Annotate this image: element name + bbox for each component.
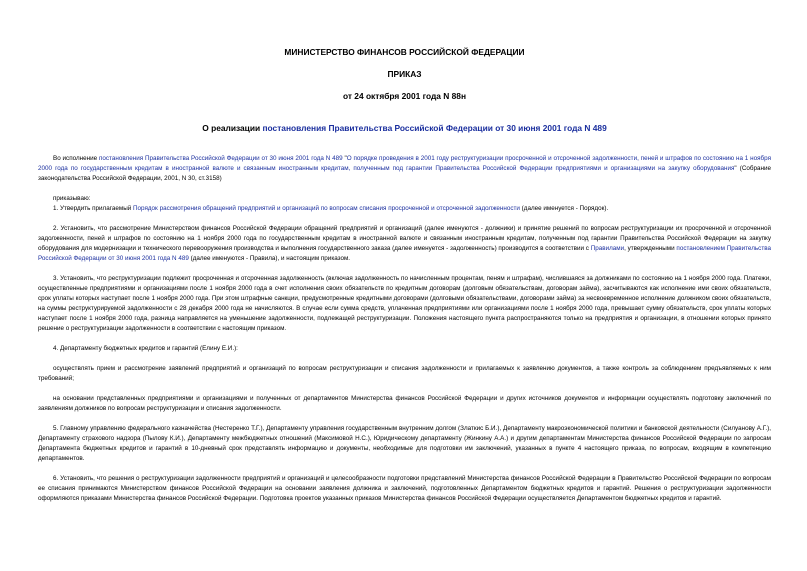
item-4-subitem-2: на основании представленных предприятиями и организациями и полученных от департаментов Министерства финансов Российской Федерации и других источников документов и информации осуществлять подготовку заключений по заявлениям должников по вопросам реструктуризации и списания задолженности. [38,395,771,412]
item-6: 6. Установить, что решения о реструктуризации задолженности предприятий и организаций и целесообразности подготовки представлений Министерства финансов Российской Федерации в Правительство Российской Федерации по вопросам ее списания принимаются Министерством финансов Российской Федерации на основании заявления должника и заключений, подготовленных Департаментом бюджетных кредитов и гарантий. Решения о реструктуризации задолженности оформляются приказами Министерства финансов Российской Федерации. Подготовка проектов указанных приказов Министерства финансов Российской Федерации осуществляется Департаментом бюджетных кредитов и гарантий. [38,475,771,502]
document-subject [38,101,771,133]
ministry-title: МИНИСТЕРСТВО ФИНАНСОВ РОССИЙСКОЙ ФЕДЕРАЦИИ [284,47,525,57]
item-4-subitem-1: осуществлять прием и рассмотрение заявлений предприятий и организаций по вопросам реструктуризации и списания задолженности и прилагаемых к заявлению документов, а также контроль за соблюдением предъявляемых к ним требований; [38,365,771,382]
item-2-text-3: (далее именуются - Правила), и настоящим приказом. [188,255,351,262]
item-1-text-1: 1. Утвердить прилагаемый [53,205,134,212]
item-5: 5. Главному управлению федерального казначейства (Нестеренко Т.Г.), Департаменту управления государственным внутренним долгом (Златкис Б.И.), Департаменту макроэкономической политики и банковской деятельности (Силуанову А.Г.), Департаменту страхового надзора (Пылову К.И.), Департаменту межбюджетных отношений (Максимовой Н.С.), Юридическому департаменту (Жинкину А.А.) и другим департаментам Министерства финансов Российской Федерации по запросам Департамента бюджетных кредитов и гарантий в 10-дневный срок представлять информацию и документы, необходимые для подготовки им заключений, указанных в пункте 4 настоящего приказа, по вопросам, входящим в компетенцию департаментов. [38,425,771,462]
intro-paragraph [38,154,771,184]
item-2-resolution-link[interactable]: постановлением Правительства Российской Федерации от 30 июня 2001 года N 489 [38,245,771,262]
intro-text-3: " (Собрание законодательства Российской Федерации, 2001, N 30, ст.3158) [38,165,771,182]
item-2-text-2: , утвержденными [624,245,677,252]
intro-text-2: " [342,155,347,162]
procedure-link[interactable]: Порядок рассмотрения обращений предприятий и организаций по вопросам списания просроченной и отсроченной задолженности [133,205,520,212]
item-1 [38,204,771,214]
intro-text-1: Во исполнение [53,155,99,162]
document-type: ПРИКАЗ [387,69,422,79]
subject-resolution-link[interactable]: постановления Правительства Российской Федерации от 30 июня 2001 года N 489 [262,123,607,133]
item-1-text-2: (далее именуется - Порядок). [519,205,609,212]
order-word: приказываю: [53,195,91,202]
intro-resolution-title-link[interactable]: О порядке проведения в 2001 году реструктуризации просроченной и отсроченной задолженности, пеней и штрафов по состоянию на 1 ноября 2000 года по государственным кредитам в иностранной валюте и связанным иностранным кредитам, полученным под гарантии Правительства Российской Федерации предприятиями и организациями на закупку оборудования [38,155,771,172]
subject-prefix: О реализации [202,123,263,133]
rules-link[interactable]: Правилами [590,245,625,252]
item-2 [38,224,771,264]
item-3: 3. Установить, что реструктуризации подлежит просроченная и отсроченная задолженность (включая задолженность по начисленным процентам, пеням и штрафам), числившаяся за должниками по состоянию на 1 ноября 2000 года. Платежи, осуществленные предприятиями и организациями после 1 ноября 2000 года в счет исполнения своих обязательств по кредитным договорам (долговым обязательствам, договорам займа), засчитываются как исполнение ими своих обязательств, срок уплаты которых наступает после 1 ноября 2000 года. При этом штрафные санкции, предусмотренные кредитными договорами (долговыми обязательствами, договорами займа) за несвоевременное исполнение должником своих обязательств, на суммы реструктурируемой задолженности с 28 декабря 2000 года не начисляются. В случае если сумма средств, уплаченная предприятиями или организациями после 1 ноября 2000 года, превышает сумму обязательств, срок уплаты которых наступает после 1 ноября 2000 года, разница направляется на уменьшение задолженности, подлежащей реструктуризации. Положения настоящего пункта распространяются только на предприятия и организации, в отношении которых принято решение о реструктуризации задолженности в соответствии с настоящим приказом. [38,275,771,332]
document-date-number: от 24 октября 2001 года N 88н [342,91,467,101]
intro-resolution-link[interactable]: постановления Правительства Российской Федерации от 30 июня 2001 года N 489 [98,155,343,162]
item-4: 4. Департаменту бюджетных кредитов и гарантий (Елину Е.И.): [53,345,238,352]
item-2-text-1: 2. Установить, что рассмотрение Министерством финансов Российской Федерации обращений предприятий и организаций (далее именуются - должники) и принятие решений по вопросам реструктуризации их просроченной и отсроченной задолженности, пеней и штрафов по состоянию на 1 ноября 2000 года по государственным кредитам в иностранной валюте и связанным иностранным кредитам, полученным под гарантии Правительства Российской Федерации на закупку оборудования для модернизации и технического перевооружения производства и выполнения государственного заказа (далее именуется - задолженность) производится в соответствии с [38,225,771,252]
